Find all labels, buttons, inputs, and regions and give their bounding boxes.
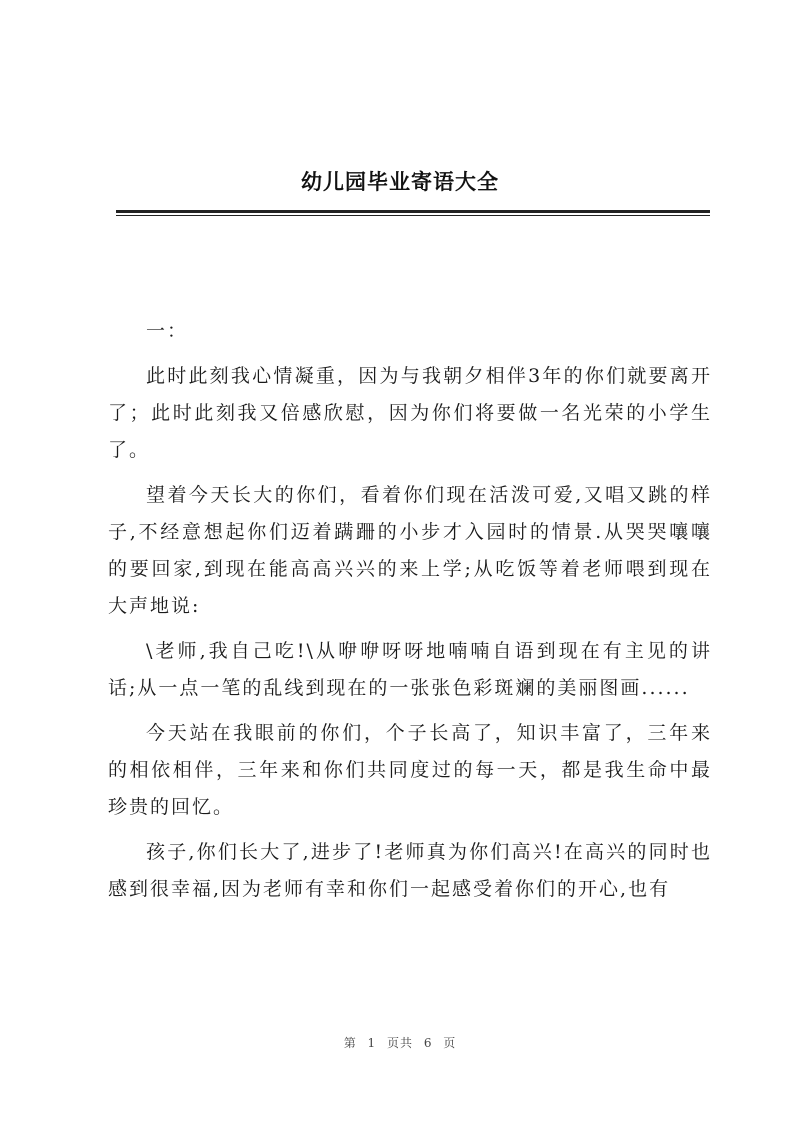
page-number-footer: 第 1 页共 6 页 bbox=[343, 1036, 457, 1050]
document-title: 幼儿园毕业寄语大全 bbox=[301, 170, 499, 194]
section-heading: 一： bbox=[146, 320, 189, 342]
paragraph: 孩子,你们长大了,进步了!老师真为你们高兴!在高兴的同时也感到很幸福,因为老师有幸和你们一起感受着你们的开心,也有 bbox=[108, 841, 712, 900]
paragraph: \老师,我自己吃!\从咿咿呀呀地喃喃自语到现在有主见的讲话;从一点一笔的乱线到现在的一张张色彩斑斓的美丽图画...... bbox=[108, 640, 712, 699]
paragraph: 望着今天长大的你们，看着你们现在活泼可爱,又唱又跳的样子,不经意想起你们迈着蹒跚的小步才入园时的情景.从哭哭嚷嚷的要回家,到现在能高高兴兴的来上学;从吃饭等着老师喂到现在大声地说: bbox=[108, 484, 712, 617]
title-underline bbox=[116, 210, 710, 213]
paragraph: 此时此刻我心情凝重，因为与我朝夕相伴3年的你们就要离开了；此时此刻我又倍感欣慰，因为你们将要做一名光荣的小学生了。 bbox=[108, 365, 712, 461]
paragraph: 今天站在我眼前的你们，个子长高了，知识丰富了，三年来的相依相伴，三年来和你们共同度过的每一天，都是我生命中最珍贵的回忆。 bbox=[108, 722, 712, 818]
title-underline-thin bbox=[116, 215, 710, 216]
document-body bbox=[108, 313, 712, 916]
